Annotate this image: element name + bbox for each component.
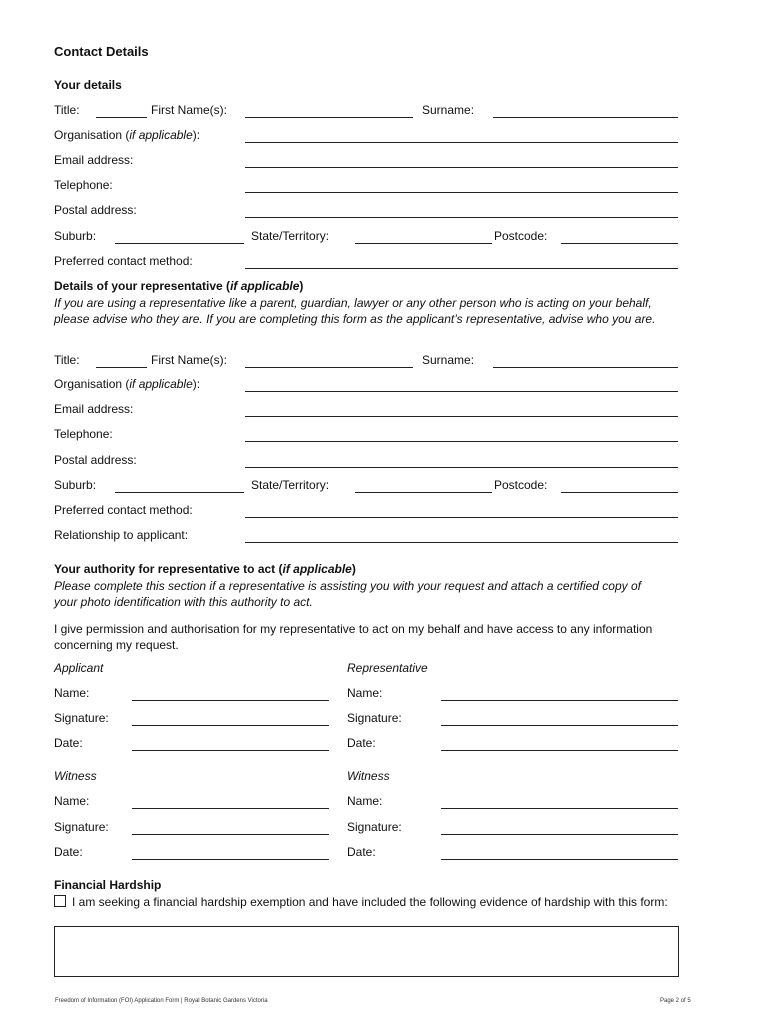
postcode-label: Postcode: bbox=[494, 229, 548, 243]
representative-witness-date-label: Date: bbox=[347, 845, 376, 859]
organisation-label: Organisation (if applicable): bbox=[54, 128, 201, 142]
hardship-statement: I am seeking a financial hardship exemption and have included the following evidence of hardship with this form: bbox=[54, 894, 679, 910]
rep-telephone-label: Telephone: bbox=[54, 427, 113, 441]
rep-preferred-contact-field[interactable] bbox=[245, 517, 678, 518]
title-label: Title: bbox=[54, 103, 80, 117]
first-name-label: First Name(s): bbox=[151, 103, 227, 117]
rep-suburb-field[interactable] bbox=[115, 492, 244, 493]
telephone-label: Telephone: bbox=[54, 178, 113, 192]
rep-state-field[interactable] bbox=[355, 492, 492, 493]
organisation-field[interactable] bbox=[245, 142, 678, 143]
applicant-name-field[interactable] bbox=[132, 700, 329, 701]
relationship-label: Relationship to applicant: bbox=[54, 528, 189, 542]
applicant-name-label: Name: bbox=[54, 686, 90, 700]
representative-heading: Details of your representative (if applicable) bbox=[54, 279, 304, 293]
state-field[interactable] bbox=[355, 243, 492, 244]
footer-left: Freedom of Information (FOI) Application Form | Royal Botanic Gardens Victoria bbox=[55, 998, 268, 1004]
postal-address-field[interactable] bbox=[245, 217, 678, 218]
permission-statement: I give permission and authorisation for my representative to act on my behalf and have access to any information concerning my request. bbox=[54, 622, 653, 652]
rep-state-label: State/Territory: bbox=[251, 478, 330, 492]
suburb-label: Suburb: bbox=[54, 229, 97, 243]
applicant-witness-signature-field[interactable] bbox=[132, 834, 329, 835]
rep-preferred-contact-label: Preferred contact method: bbox=[54, 503, 193, 517]
rep-first-name-label: First Name(s): bbox=[151, 353, 227, 367]
surname-label: Surname: bbox=[422, 103, 475, 117]
postal-address-label: Postal address: bbox=[54, 203, 137, 217]
applicant-signature-field[interactable] bbox=[132, 725, 329, 726]
rep-first-name-field[interactable] bbox=[245, 367, 413, 368]
representative-signature-field[interactable] bbox=[441, 725, 678, 726]
applicant-date-label: Date: bbox=[54, 736, 83, 750]
applicant-witness-signature-label: Signature: bbox=[54, 820, 109, 834]
rep-postcode-field[interactable] bbox=[561, 492, 678, 493]
rep-surname-label: Surname: bbox=[422, 353, 475, 367]
rep-title-field[interactable] bbox=[96, 367, 147, 368]
representative-witness-signature-label: Signature: bbox=[347, 820, 402, 834]
rep-postcode-label: Postcode: bbox=[494, 478, 548, 492]
title-field[interactable] bbox=[96, 117, 147, 118]
applicant-witness-heading: Witness bbox=[54, 769, 97, 783]
representative-witness-name-label: Name: bbox=[347, 794, 383, 808]
page-title: Contact Details bbox=[54, 44, 149, 59]
surname-field[interactable] bbox=[493, 117, 678, 118]
suburb-field[interactable] bbox=[115, 243, 244, 244]
representative-date-label: Date: bbox=[347, 736, 376, 750]
preferred-contact-label: Preferred contact method: bbox=[54, 254, 193, 268]
email-label: Email address: bbox=[54, 153, 134, 167]
rep-email-label: Email address: bbox=[54, 402, 134, 416]
rep-postal-address-label: Postal address: bbox=[54, 453, 137, 467]
page-number: Page 2 of 5 bbox=[660, 998, 691, 1004]
financial-hardship-heading: Financial Hardship bbox=[54, 878, 162, 892]
representative-name-field[interactable] bbox=[441, 700, 678, 701]
rep-email-field[interactable] bbox=[245, 416, 678, 417]
representative-description: If you are using a representative like a parent, guardian, lawyer or any other person who is acting on your behalf, please advise who they are. If you are completing this form as the applicant’s representative, advise who you are. bbox=[54, 296, 656, 326]
rep-suburb-label: Suburb: bbox=[54, 478, 97, 492]
preferred-contact-field[interactable] bbox=[245, 268, 678, 269]
applicant-witness-date-label: Date: bbox=[54, 845, 83, 859]
rep-organisation-label: Organisation (if applicable): bbox=[54, 377, 201, 391]
hardship-checkbox[interactable] bbox=[54, 895, 66, 907]
representative-name-label: Name: bbox=[347, 686, 383, 700]
representative-date-field[interactable] bbox=[441, 750, 678, 751]
applicant-date-field[interactable] bbox=[132, 750, 329, 751]
representative-witness-name-field[interactable] bbox=[441, 808, 678, 809]
postcode-field[interactable] bbox=[561, 243, 678, 244]
hardship-evidence-box[interactable] bbox=[54, 926, 679, 977]
email-field[interactable] bbox=[245, 167, 678, 168]
representative-subheading: Representative bbox=[347, 661, 428, 675]
representative-witness-date-field[interactable] bbox=[441, 859, 678, 860]
authority-description: Please complete this section if a representative is assisting you with your request and attach a certified copy of your photo identification with this authority to act. bbox=[54, 579, 641, 609]
authority-heading: Your authority for representative to act (if applicable) bbox=[54, 562, 356, 576]
rep-title-label: Title: bbox=[54, 353, 80, 367]
representative-witness-heading: Witness bbox=[347, 769, 390, 783]
your-details-heading: Your details bbox=[54, 78, 122, 92]
rep-organisation-field[interactable] bbox=[245, 391, 678, 392]
representative-signature-label: Signature: bbox=[347, 711, 402, 725]
telephone-field[interactable] bbox=[245, 192, 678, 193]
relationship-field[interactable] bbox=[245, 542, 678, 543]
state-label: State/Territory: bbox=[251, 229, 330, 243]
rep-postal-address-field[interactable] bbox=[245, 467, 678, 468]
applicant-heading: Applicant bbox=[54, 661, 104, 675]
applicant-witness-name-label: Name: bbox=[54, 794, 90, 808]
applicant-witness-name-field[interactable] bbox=[132, 808, 329, 809]
rep-surname-field[interactable] bbox=[493, 367, 678, 368]
first-name-field[interactable] bbox=[245, 117, 413, 118]
applicant-witness-date-field[interactable] bbox=[132, 859, 329, 860]
rep-telephone-field[interactable] bbox=[245, 441, 678, 442]
representative-witness-signature-field[interactable] bbox=[441, 834, 678, 835]
applicant-signature-label: Signature: bbox=[54, 711, 109, 725]
